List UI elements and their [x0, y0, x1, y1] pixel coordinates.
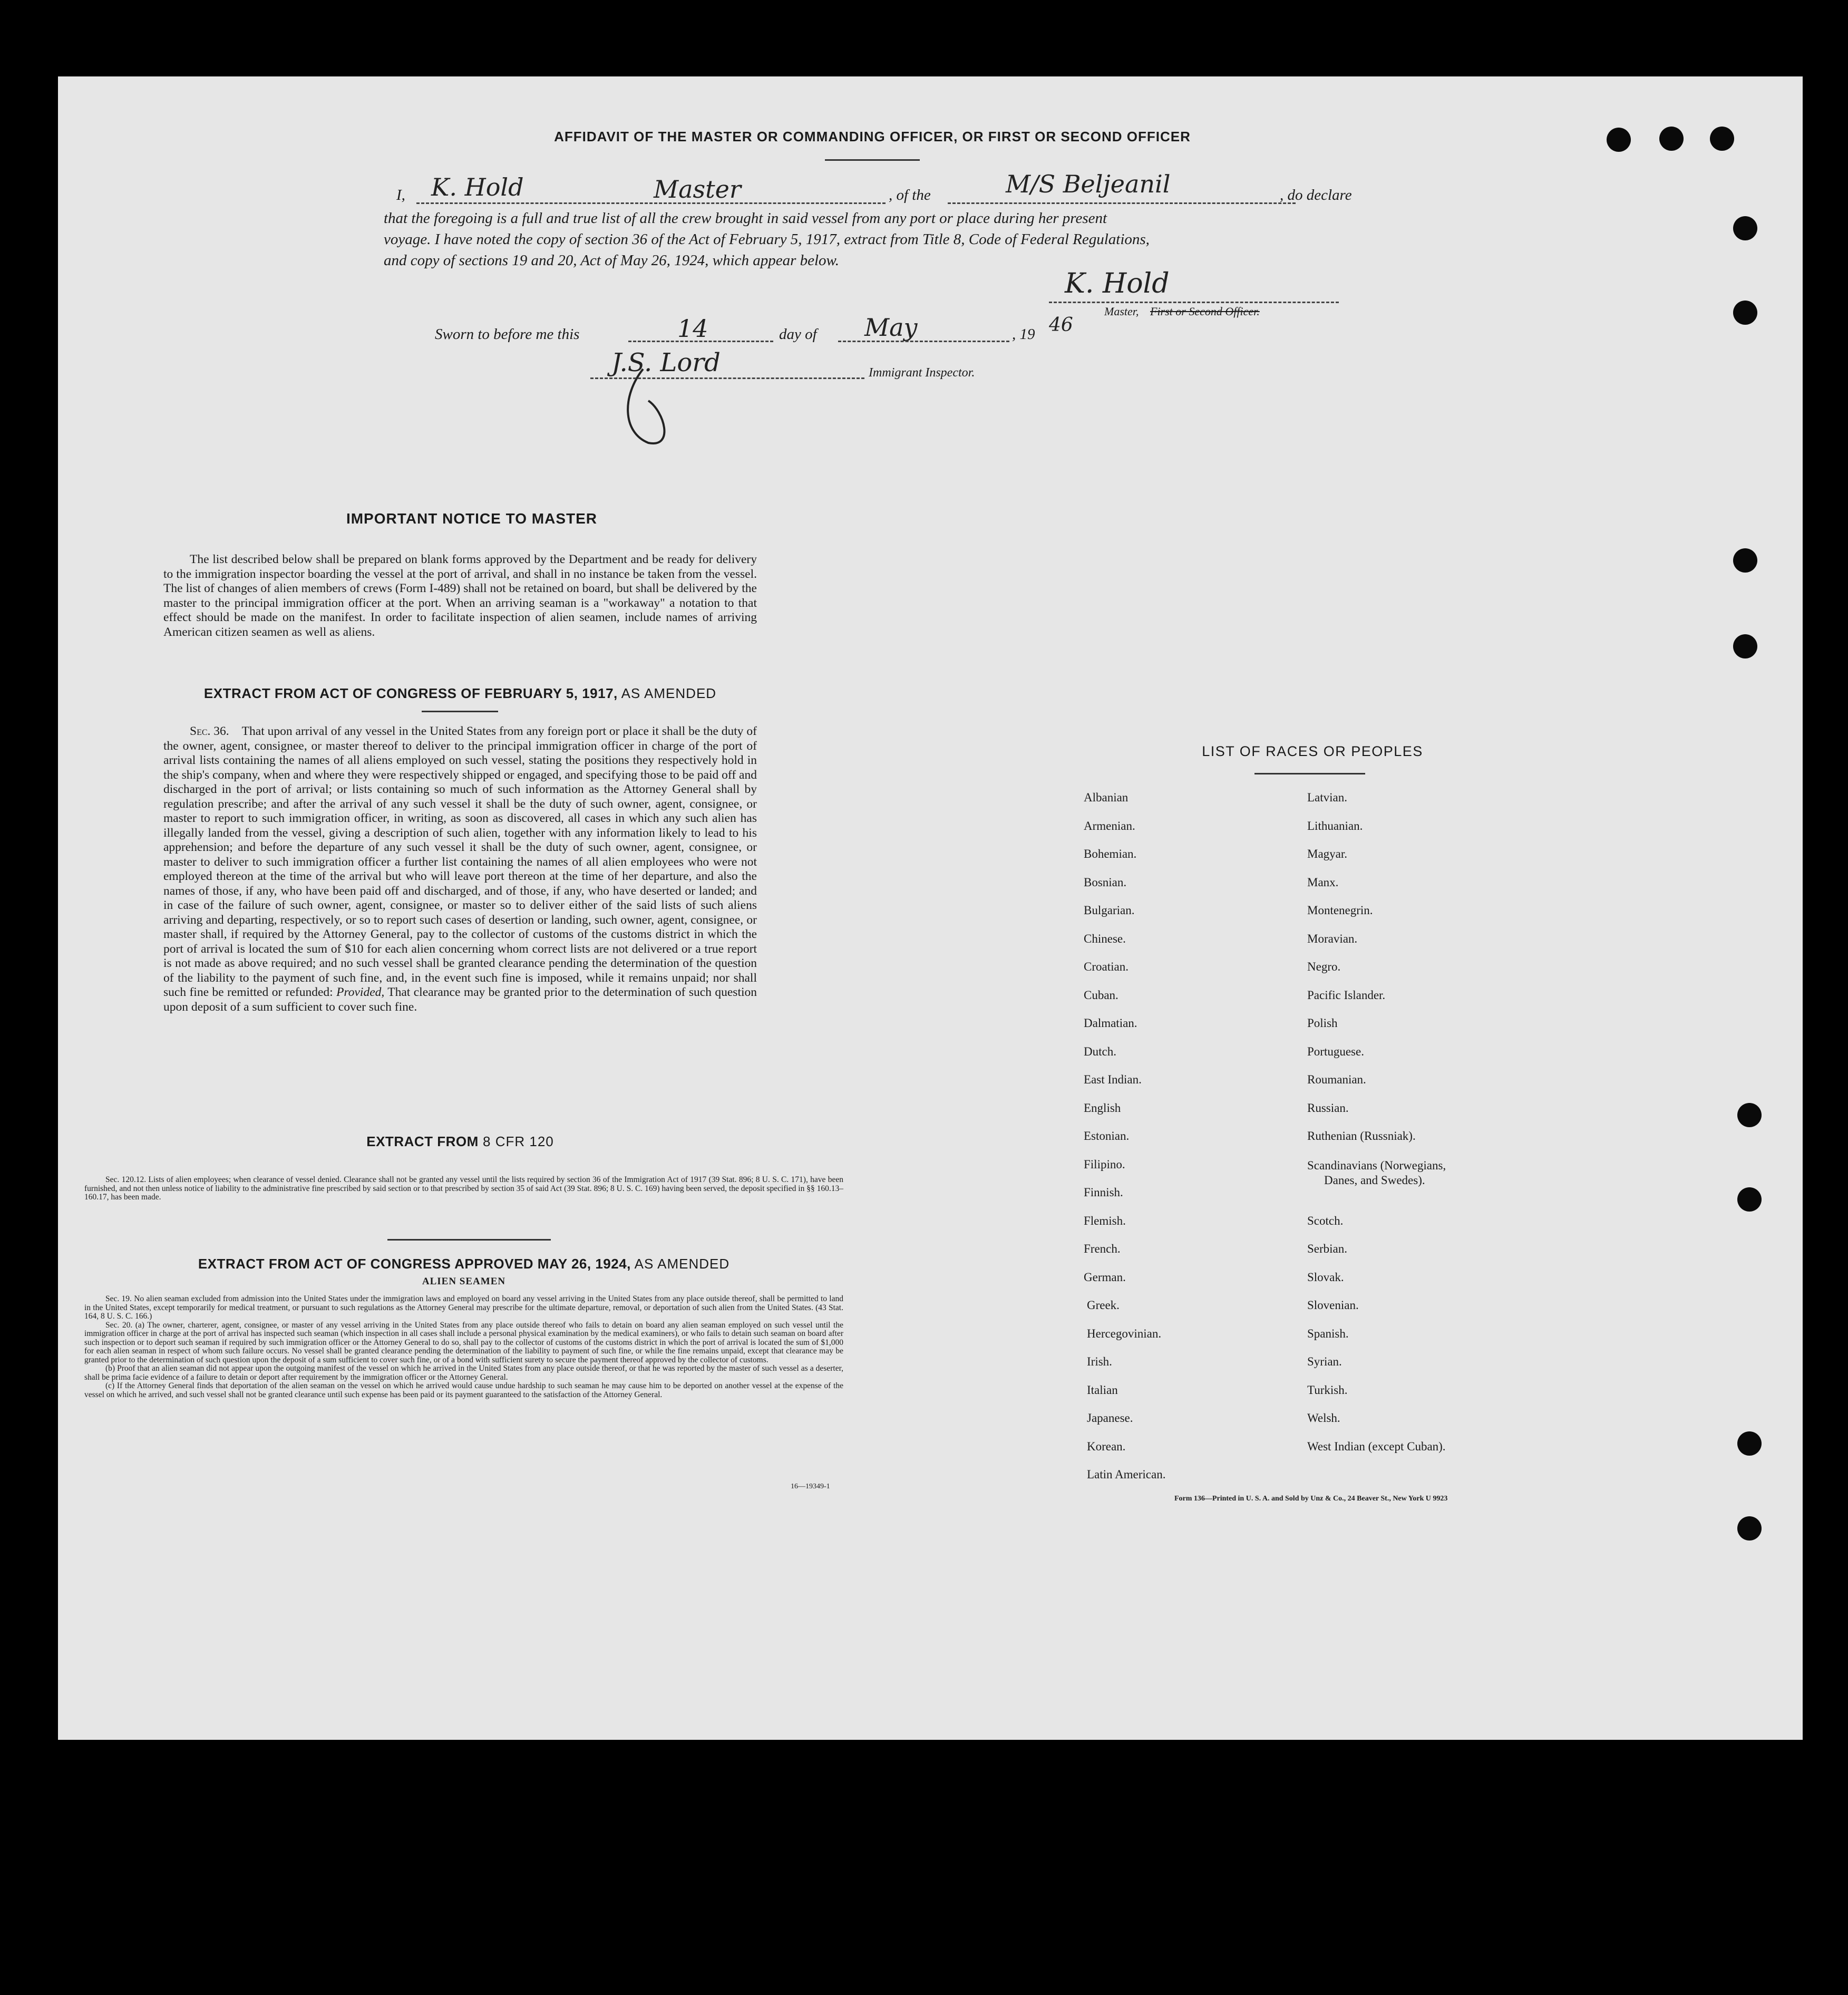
- affidavit-title: AFFIDAVIT OF THE MASTER OR COMMANDING OFFICER, OR FIRST OR SECOND OFFICER: [554, 129, 1191, 144]
- affidavit-title-rule: [825, 159, 920, 161]
- punch-hole-1: [1607, 128, 1631, 152]
- race-left-item: French.: [1084, 1242, 1121, 1255]
- race-right-item: West Indian (except Cuban).: [1307, 1439, 1446, 1453]
- inspector-caption: Immigrant Inspector.: [869, 366, 975, 380]
- race-right-item: Turkish.: [1307, 1383, 1348, 1397]
- race-left-item: Bosnian.: [1084, 875, 1127, 889]
- sec-36-text: That upon arrival of any vessel in the United States from any foreign port or place it shall be the duty of the owner, agent, consignee, or master thereof to deliver to the principal immigration officer in charge of the port of arrival lists containing the names of all aliens employed on such vessel, stating the positions they respectively hold in the ship's company, when and where they were respectively shipped or engaged, and specifying those to be paid off and discharged in the port of arrival; or lists containing so much of such information as the Attorney General shall by regulation prescribe; and after the arrival of any such vessel it shall be the duty of such owner, agent, consignee, or master to report to such immigration officer, in writing, as soon as discovered, all cases in which any such alien has illegally landed from the vessel, giving a description of such alien, together with any information likely to lead to his apprehension; and before the departure of any such vessel it shall be the duty of such owner, agent, consignee, or master to deliver to such immigration officer a further list containing the names of all alien employees who were not employed thereon at the time of the arrival but who will leave port thereon at the time of her departure, and also the names of those, if any, who have been paid off and discharged, and of those, if any, who have deserted or landed; and in case of the failure of such owner, agent, consignee, or master so to deliver either of the said lists of such aliens arriving and departing, respectively, or so to report such cases of desertion or landing, such owner, agent, consignee, or master shall, if required by the Attorney General, pay to the collector of customs of the customs district in which the port of arrival is located the sum of $10 for each alien concerning whom correct lists are not delivered or a true report is not made as above required; and no such vessel shall be granted clearance pending the determination of the question of the liability to the payment of such fine, and, in the event such fine is imposed, while it remains unpaid; nor shall such fine be remitted or refunded:: [163, 724, 757, 999]
- extract-1924-title: [84, 1256, 843, 1272]
- race-right-item: Polish: [1307, 1016, 1338, 1030]
- race-left-item: Bulgarian.: [1084, 904, 1135, 917]
- race-left-item: Estonian.: [1084, 1129, 1130, 1142]
- sworn-prefix: Sworn to before me this: [435, 326, 580, 343]
- race-left-item: East Indian.: [1084, 1073, 1142, 1086]
- notice-title: IMPORTANT NOTICE TO MASTER: [346, 510, 598, 527]
- officer-name-line: [416, 202, 886, 204]
- race-left-item: Italian: [1087, 1383, 1118, 1397]
- sec-36-text-end: That clearance may be granted prior to the determination of such question upon deposit of a sum sufficient to cover such fine.: [163, 985, 757, 1014]
- race-left-item: German.: [1084, 1270, 1126, 1284]
- race-right-item: Russian.: [1307, 1101, 1349, 1115]
- punch-hole-4: [1733, 216, 1757, 240]
- race-right-item: Montenegrin.: [1307, 904, 1373, 917]
- race-right-item: Pacific Islander.: [1307, 988, 1386, 1002]
- sworn-month: May: [864, 313, 918, 342]
- officer-title: Master: [654, 175, 741, 204]
- affidavit-do-declare: , do declare: [1280, 187, 1352, 204]
- sec-20c-text: (c) If the Attorney General finds that deportation of the alien seaman on the vessel on which he arrived would cause undue hardship to such seaman he may cause him to be deported on another vessel at the expense of the vessel on which he arrived, and such vessel shall not be granted clearance until such expense has been paid or its payment guaranteed to the satisfaction of the Attorney General.: [84, 1381, 843, 1399]
- section-divider: [387, 1239, 551, 1241]
- cfr-title-rest: 8 CFR 120: [478, 1134, 554, 1149]
- race-right-item: Lithuanian.: [1307, 819, 1363, 832]
- race-left-item: Flemish.: [1084, 1214, 1126, 1227]
- vessel-name-line: [948, 202, 1296, 204]
- punch-hole-11: [1737, 1516, 1762, 1541]
- master-signature-line: [1049, 302, 1339, 303]
- punch-hole-3: [1710, 127, 1734, 151]
- cfr-title-bold: EXTRACT FROM: [366, 1134, 479, 1149]
- sec-20a-text: Sec. 20. (a) The owner, charterer, agent, consignee, or master of any vessel arriving in the United States from any place outside thereof who fails to detain on board any alien seaman employed on such vessel until the immigration officer in charge at the port of arrival has inspected such seaman (which inspection in all cases shall include a personal physical examination by the medical examiners), or who fails to detain such seaman on board after such inspection or to deport such seaman if required by such immigration officer or the Attorney General to do so, shall pay to the collector of customs of the customs district in which the port of arrival is located the sum of $1,000 for each alien seaman in respect of whom such failure occurs. No vessel shall be granted clearance pending the determination of the liability to payment of such fine, or while the fine remains unpaid, except that clearance may be granted prior to the determination of such question upon the deposit of a sum sufficient to cover such fine, or of a bond with sufficient surety to secure the payment thereof approved by the collector of customs.: [84, 1320, 843, 1364]
- punch-hole-10: [1737, 1431, 1762, 1456]
- extract-1917-rule: [422, 711, 498, 712]
- extract-1924-title-rest: AS AMENDED: [630, 1256, 730, 1272]
- sworn-day-line: [628, 341, 773, 342]
- race-right-item: Manx.: [1307, 875, 1339, 889]
- vessel-name: M/S Beljeanil: [1006, 170, 1171, 198]
- race-right-item: Slovenian.: [1307, 1299, 1359, 1312]
- form-code: 16—19349-1: [791, 1483, 830, 1490]
- race-left-item: Chinese.: [1084, 932, 1126, 945]
- inspector-signature-flourish: [611, 364, 680, 448]
- inspector-signature-line: [590, 377, 864, 379]
- race-right-item: Welsh.: [1307, 1411, 1340, 1425]
- officer-name: K. Hold: [431, 173, 524, 201]
- race-right-item: Moravian.: [1307, 932, 1358, 945]
- affidavit-i: I,: [396, 187, 405, 204]
- cfr-body: Sec. 120.12. Lists of alien employees; when clearance of vessel denied. Clearance shall not be granted any vessel until the lists required by section 36 of the Immigration Act of 1917 (39 Stat. 896; 8 U. S. C. 171), have been furnished, and not then unless notice of liability to the administrative fine prescribed by said section or to that prescribed by section 35 of said Act (39 Stat. 896; 8 U. S. C. 169) having been served, the deposit specified in §§ 160.13–160.17, has been made.: [84, 1175, 843, 1202]
- sworn-day: 14: [677, 314, 708, 343]
- race-right-item: Scotch.: [1307, 1214, 1344, 1227]
- signature-caption-master: Master,: [1104, 305, 1139, 318]
- race-left-item: English: [1084, 1101, 1121, 1115]
- race-left-item: Korean.: [1087, 1439, 1126, 1453]
- race-left-item: Croatian.: [1084, 960, 1129, 973]
- race-left-item: Finnish.: [1084, 1186, 1123, 1199]
- extract-1917-body: [163, 724, 757, 1014]
- extract-1917-title: [163, 685, 757, 702]
- punch-hole-2: [1659, 127, 1684, 151]
- extract-1917-title-bold: EXTRACT FROM ACT OF CONGRESS OF FEBRUARY 5, 1917,: [203, 685, 618, 701]
- race-left-item: Armenian.: [1084, 819, 1135, 832]
- extract-1924-body: [84, 1295, 843, 1399]
- race-left-item: Albanian: [1084, 791, 1129, 804]
- race-right-item: Syrian.: [1307, 1355, 1342, 1368]
- affidavit-line-3: voyage. I have noted the copy of section 36 of the Act of February 5, 1917, extract from Title 8, Code of Federal Regulations,: [384, 231, 1150, 248]
- extract-1924-subtitle: ALIEN SEAMEN: [422, 1276, 506, 1287]
- sec-36-provided: Provided,: [336, 985, 385, 999]
- race-left-item: Dalmatian.: [1084, 1016, 1137, 1030]
- race-left-item: Bohemian.: [1084, 847, 1137, 860]
- race-left-item: Irish.: [1087, 1355, 1112, 1368]
- race-right-item: Serbian.: [1307, 1242, 1348, 1255]
- sworn-month-line: [838, 341, 1009, 342]
- affidavit-of-the: , of the: [889, 187, 931, 204]
- punch-hole-7: [1733, 634, 1757, 658]
- signature-caption-struck: First or Second Officer.: [1150, 305, 1260, 318]
- race-right-item: Spanish.: [1307, 1326, 1349, 1340]
- race-left-item: Greek.: [1087, 1299, 1120, 1312]
- inspector-signature: J.S. Lord: [611, 348, 721, 377]
- race-left-item: Filipino.: [1084, 1157, 1125, 1171]
- race-right-item: Magyar.: [1307, 847, 1348, 860]
- race-left-item: Japanese.: [1087, 1411, 1133, 1425]
- cfr-title: [163, 1134, 757, 1150]
- master-signature: K. Hold: [1065, 268, 1170, 299]
- race-left-item: Dutch.: [1084, 1044, 1116, 1058]
- affidavit-line-4: and copy of sections 19 and 20, Act of May 26, 1924, which appear below.: [384, 252, 839, 269]
- sworn-day-of: day of: [779, 326, 817, 343]
- sworn-year-suffix: 46: [1049, 314, 1073, 336]
- punch-hole-5: [1733, 301, 1757, 325]
- extract-1917-title-rest: AS AMENDED: [617, 685, 717, 701]
- printer-credit: Form 136—Printed in U. S. A. and Sold by Unz & Co., 24 Beaver St., New York U 9923: [1174, 1495, 1448, 1503]
- race-right-item: Latvian.: [1307, 791, 1347, 804]
- race-right-item: Portuguese.: [1307, 1044, 1364, 1058]
- punch-hole-6: [1733, 548, 1757, 573]
- race-left-item: Hercegovinian.: [1087, 1326, 1162, 1340]
- races-title-rule: [1254, 773, 1365, 774]
- sworn-year-prefix: , 19: [1012, 326, 1035, 343]
- sec-19-text: Sec. 19. No alien seaman excluded from admission into the United States under the immigration laws and employed on board any vessel arriving in the United States from any place outside thereof, shall be permitted to land in the United States, except temporarily for medical treatment, or pursuant to such regulations as the Attorney General may prescribe for the ultimate departure, removal, or deportation of such alien from the United States. (43 Stat. 164, 8 U. S. C. 166.): [84, 1294, 843, 1321]
- race-right-item: Roumanian.: [1307, 1073, 1366, 1086]
- affidavit-line-2: that the foregoing is a full and true list of all the crew brought in said vessel from any port or place during her present: [384, 210, 1107, 227]
- extract-1924-title-bold: EXTRACT FROM ACT OF CONGRESS APPROVED MAY 26, 1924,: [198, 1256, 631, 1272]
- sec-36-label: Sec. 36.: [190, 724, 229, 738]
- race-left-item: Cuban.: [1084, 988, 1118, 1002]
- race-right-item: Scandinavians (Norwegians,: [1307, 1158, 1446, 1172]
- race-right-item: Danes, and Swedes).: [1324, 1173, 1425, 1187]
- race-right-item: Negro.: [1307, 960, 1341, 973]
- race-left-item: Latin American.: [1087, 1468, 1166, 1481]
- notice-body: The list described below shall be prepared on blank forms approved by the Department and be ready for delivery to the immigration inspector boarding the vessel at the port of arrival, and shall in no instance be taken from the vessel. The list of changes of alien members of crews (Form I-489) shall not be retained on board, but shall be delivered by the master to the principal immigration officer at the port. When an arriving seaman is a "workaway" a notation to that effect should be made on the manifest. In order to facilitate inspection of alien seamen, include names of arriving American citizen seamen as well as aliens.: [163, 553, 757, 639]
- punch-hole-8: [1737, 1103, 1762, 1127]
- race-right-item: Ruthenian (Russniak).: [1307, 1129, 1416, 1142]
- races-title: LIST OF RACES OR PEOPLES: [1202, 743, 1423, 759]
- sec-20b-text: (b) Proof that an alien seaman did not appear upon the outgoing manifest of the vessel on which he arrived in the United States from any place outside thereof, or that he was reported by the master of such vessel as a deserter, shall be prima facie evidence of a failure to detain or deport after requirement by the immigration officer or the Attorney General.: [84, 1364, 843, 1382]
- race-right-item: Slovak.: [1307, 1270, 1344, 1284]
- punch-hole-9: [1737, 1187, 1762, 1212]
